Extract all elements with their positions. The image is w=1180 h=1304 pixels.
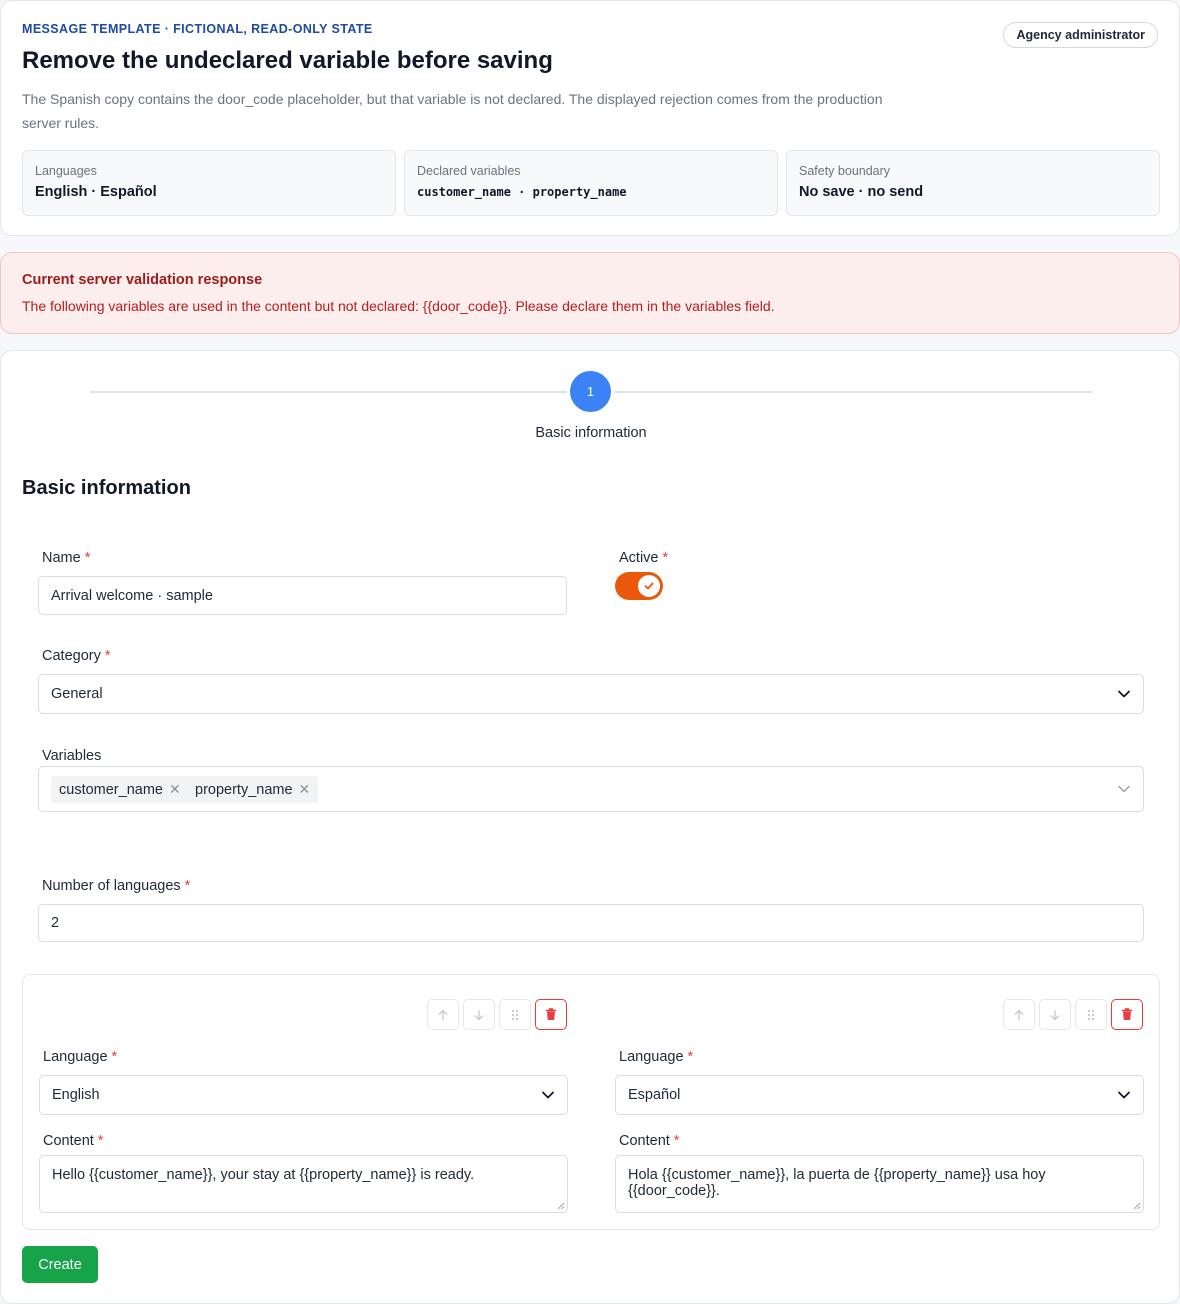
move-up-button[interactable] <box>1003 999 1035 1030</box>
num-languages-input[interactable]: 2 <box>38 904 1144 942</box>
validation-error-alert <box>0 252 1180 334</box>
info-tile-declared-variables <box>404 150 778 216</box>
close-icon[interactable]: ✕ <box>168 781 181 797</box>
info-tile-value: No save · no send <box>799 184 924 200</box>
content-label: Content * <box>43 1133 104 1149</box>
arrow-up-icon <box>437 1009 449 1021</box>
move-down-button[interactable] <box>1039 999 1071 1030</box>
content-textarea-english[interactable] <box>39 1155 568 1213</box>
resize-handle-icon[interactable] <box>1133 1202 1141 1210</box>
close-icon[interactable]: ✕ <box>298 781 311 797</box>
info-tile-value: customer_name · property_name <box>417 185 627 199</box>
step-label: Basic information <box>535 425 647 441</box>
info-tile-value: English · Español <box>35 184 157 200</box>
num-languages-label: Number of languages * <box>42 878 191 894</box>
drag-handle-icon <box>510 1009 520 1021</box>
content-textarea-espanol[interactable] <box>615 1155 1144 1213</box>
language-select-english[interactable] <box>39 1075 568 1115</box>
arrow-up-icon <box>1013 1009 1025 1021</box>
content-text: Hello {{customer_name}}, your stay at {{property_name}} is ready. <box>52 1167 475 1183</box>
language-label: Language * <box>43 1049 118 1065</box>
info-tile-label: Safety boundary <box>799 164 891 178</box>
language-value: Español <box>628 1087 681 1103</box>
languages-container <box>22 974 1160 1230</box>
delete-language-button[interactable] <box>535 999 567 1030</box>
toggle-knob <box>638 575 660 597</box>
variable-tag <box>187 776 318 803</box>
drag-handle-icon <box>1086 1009 1096 1021</box>
drag-handle-button[interactable] <box>1075 999 1107 1030</box>
content-text: Hola {{customer_name}}, la puerta de {{property_name}} usa hoy {{door_code}}. <box>628 1167 1046 1199</box>
drag-handle-button[interactable] <box>499 999 531 1030</box>
info-tile-label: Languages <box>35 164 97 178</box>
chevron-down-icon[interactable] <box>1117 782 1131 796</box>
content-label: Content * <box>619 1133 680 1149</box>
delete-language-button[interactable] <box>1111 999 1143 1030</box>
step-indicator[interactable]: 1 <box>570 371 611 412</box>
section-title: Basic information <box>22 477 191 499</box>
resize-handle-icon[interactable] <box>557 1202 565 1210</box>
check-icon <box>644 581 654 591</box>
category-select[interactable] <box>38 674 1144 714</box>
page-description: The Spanish copy contains the door_code placeholder, but that variable is not declared. The displayed rejection comes from the production server rules. <box>22 91 883 131</box>
variables-multiselect[interactable] <box>38 766 1144 812</box>
trash-icon <box>1121 1008 1133 1021</box>
language-value: English <box>52 1087 100 1103</box>
tag-label: property_name <box>195 781 293 798</box>
info-tile-label: Declared variables <box>417 164 521 178</box>
active-toggle[interactable] <box>615 572 663 600</box>
arrow-down-icon <box>473 1009 485 1021</box>
eyebrow-label: MESSAGE TEMPLATE · FICTIONAL, READ-ONLY STATE <box>22 22 373 36</box>
language-label: Language * <box>619 1049 694 1065</box>
page-title: Remove the undeclared variable before saving <box>22 47 553 74</box>
category-label: Category * <box>42 648 111 664</box>
chevron-down-icon <box>1117 1088 1131 1102</box>
language-select-espanol[interactable] <box>615 1075 1144 1115</box>
arrow-down-icon <box>1049 1009 1061 1021</box>
chevron-down-icon <box>541 1088 555 1102</box>
active-label: Active * <box>619 550 669 566</box>
info-tile-safety-boundary <box>786 150 1160 216</box>
name-label: Name * <box>42 550 91 566</box>
tag-label: customer_name <box>59 781 163 798</box>
template-header-card <box>0 0 1180 236</box>
category-value: General <box>51 686 103 702</box>
role-badge: Agency administrator <box>1003 22 1158 48</box>
template-form-card <box>0 350 1180 1304</box>
name-input[interactable]: Arrival welcome · sample <box>38 576 567 615</box>
move-up-button[interactable] <box>427 999 459 1030</box>
chevron-down-icon <box>1117 687 1131 701</box>
alert-title: Current server validation response <box>22 272 263 288</box>
move-down-button[interactable] <box>463 999 495 1030</box>
variable-tag <box>51 776 189 803</box>
trash-icon <box>545 1008 557 1021</box>
variables-label: Variables <box>42 748 102 764</box>
info-tile-languages <box>22 150 396 216</box>
create-button[interactable]: Create <box>22 1246 98 1283</box>
alert-message: The following variables are used in the content but not declared: {{door_code}}. Please declare them in the variables field. <box>22 298 775 314</box>
